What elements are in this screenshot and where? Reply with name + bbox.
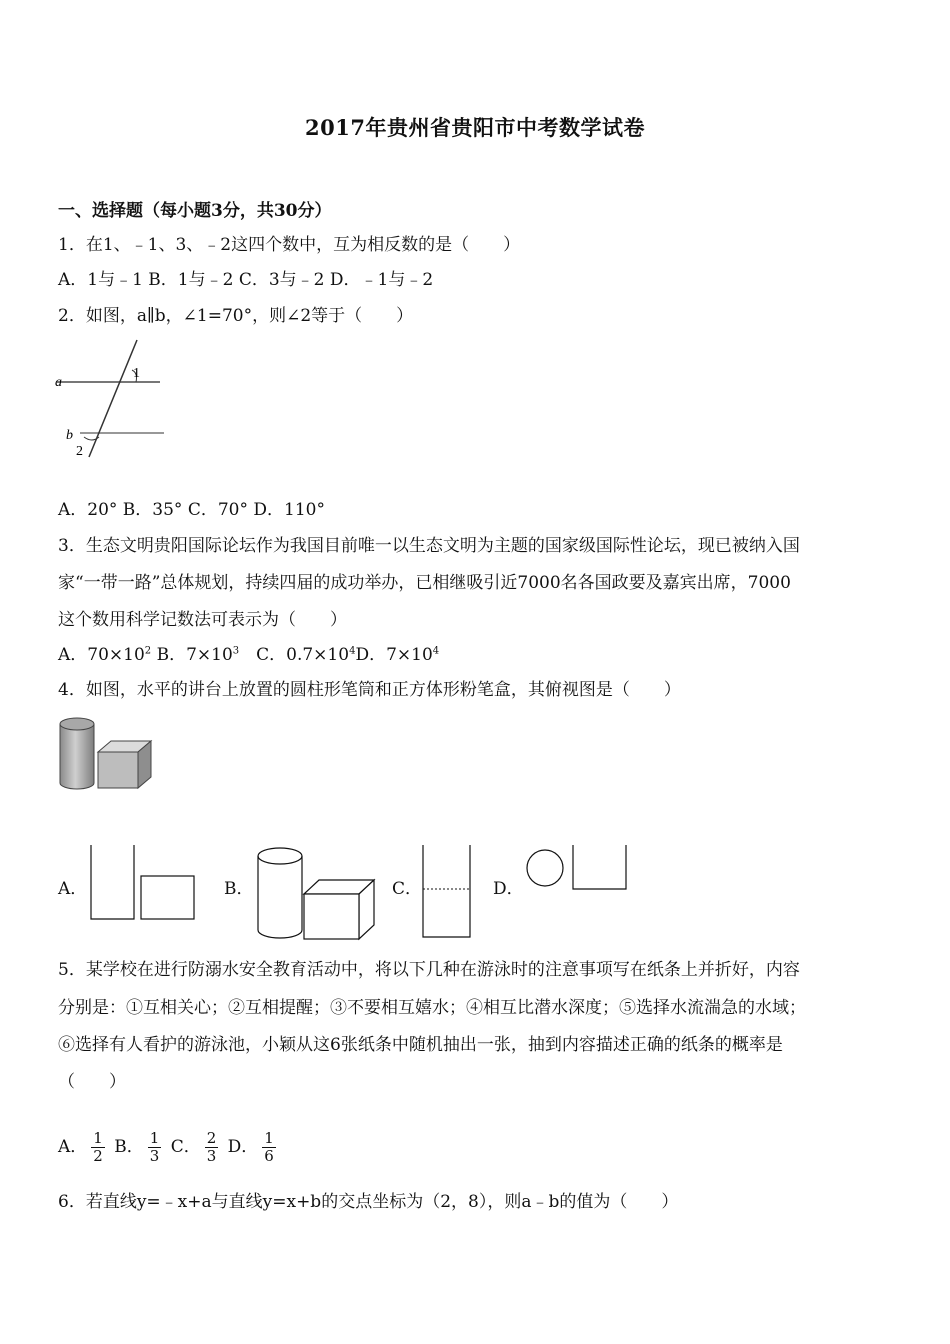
option-b-figure [256, 843, 381, 943]
question-4-option-d-label: D． [493, 879, 524, 899]
question-6-stem: 6．若直线y=﹣x+a与直线y=x+b的交点坐标为（2，8），则a﹣b的值为（ ） [58, 1192, 679, 1212]
question-4-option-c-label: C． [392, 879, 423, 899]
option-b-fraction: $\frac{1}{3}$ [149, 1129, 160, 1165]
angle-2-label: 2 [76, 444, 83, 459]
option-a: A．70×10 [58, 645, 145, 665]
question-5-options [58, 1125, 898, 1169]
parallel-lines-figure [52, 335, 172, 465]
option-b-exponent: 3 [232, 645, 240, 657]
option-d-label: D． [227, 1137, 259, 1157]
option-d: D．7×10 [355, 645, 433, 665]
cylinder-and-cube-figure [58, 715, 158, 795]
option-d-figure [522, 843, 632, 898]
section-heading: 一、选择题（每小题3分，共30分） [58, 201, 332, 221]
question-4-option-a-label: A． [58, 879, 88, 899]
question-5-stem-line-4: （ ） [58, 1072, 126, 1092]
question-3-stem-line-2: 家“一带一路”总体规划，持续四届的成功举办，已相继吸引近7000名各国政要及嘉宾出席，7000 [58, 573, 791, 593]
question-3-stem-line-3: 这个数用科学记数法可表示为（ ） [58, 610, 347, 630]
question-4-stem: 4．如图，水平的讲台上放置的圆柱形笔筒和正方体形粉笔盒，其俯视图是（ ） [58, 680, 681, 700]
question-3-options [58, 643, 898, 667]
option-c-exponent: 4 [349, 645, 356, 657]
page-title: 2017年贵州省贵阳市中考数学试卷 [305, 115, 645, 140]
option-a-label: A． [58, 1137, 88, 1157]
question-5-stem-line-2: 分别是：①互相关心；②互相提醒；③不要相互嬉水；④相互比潜水深度；⑤选择水流湍急的水域； [58, 998, 806, 1018]
option-a-figure [88, 843, 198, 923]
line-b-label: b [66, 428, 73, 443]
question-2-stem: 2．如图，a∥b，∠1=70°，则∠2等于（ ） [58, 306, 414, 326]
option-d-exponent: 4 [432, 645, 440, 657]
question-1-options: A．1与﹣1 B．1与﹣2 C．3与﹣2 D．﹣1与﹣2 [58, 270, 434, 290]
question-3-stem-line-1: 3．生态文明贵阳国际论坛作为我国目前唯一以生态文明为主题的国家级国际性论坛，现已被纳入国 [58, 536, 800, 556]
option-a-exponent: 2 [144, 645, 152, 657]
option-a-fraction: $\frac{1}{2}$ [93, 1129, 103, 1165]
angle-1-label: 1 [133, 366, 140, 381]
question-2-options: A．20° B．35° C．70° D．110° [58, 500, 325, 520]
question-4-option-b-label: B． [224, 879, 254, 899]
option-c-figure [420, 843, 475, 943]
option-c-fraction: $\frac{2}{3}$ [206, 1129, 217, 1165]
question-5-stem-line-1: 5．某学校在进行防溺水安全教育活动中，将以下几种在游泳时的注意事项写在纸条上并折好，内容 [58, 960, 800, 980]
option-b: B．7×10 [156, 645, 233, 665]
option-b-label: B． [114, 1137, 144, 1157]
option-d-fraction: $\frac{1}{6}$ [264, 1129, 274, 1165]
line-a-label: a [55, 375, 62, 390]
question-5-stem-line-3: ⑥选择有人看护的游泳池，小颖从这6张纸条中随机抽出一张，抽到内容描述正确的纸条的概率是 [58, 1035, 783, 1055]
option-c: C．0.7×10 [256, 645, 350, 665]
question-1-stem: 1．在1、﹣1、3、﹣2这四个数中，互为相反数的是（ ） [58, 235, 521, 255]
option-c-label: C． [170, 1137, 201, 1157]
